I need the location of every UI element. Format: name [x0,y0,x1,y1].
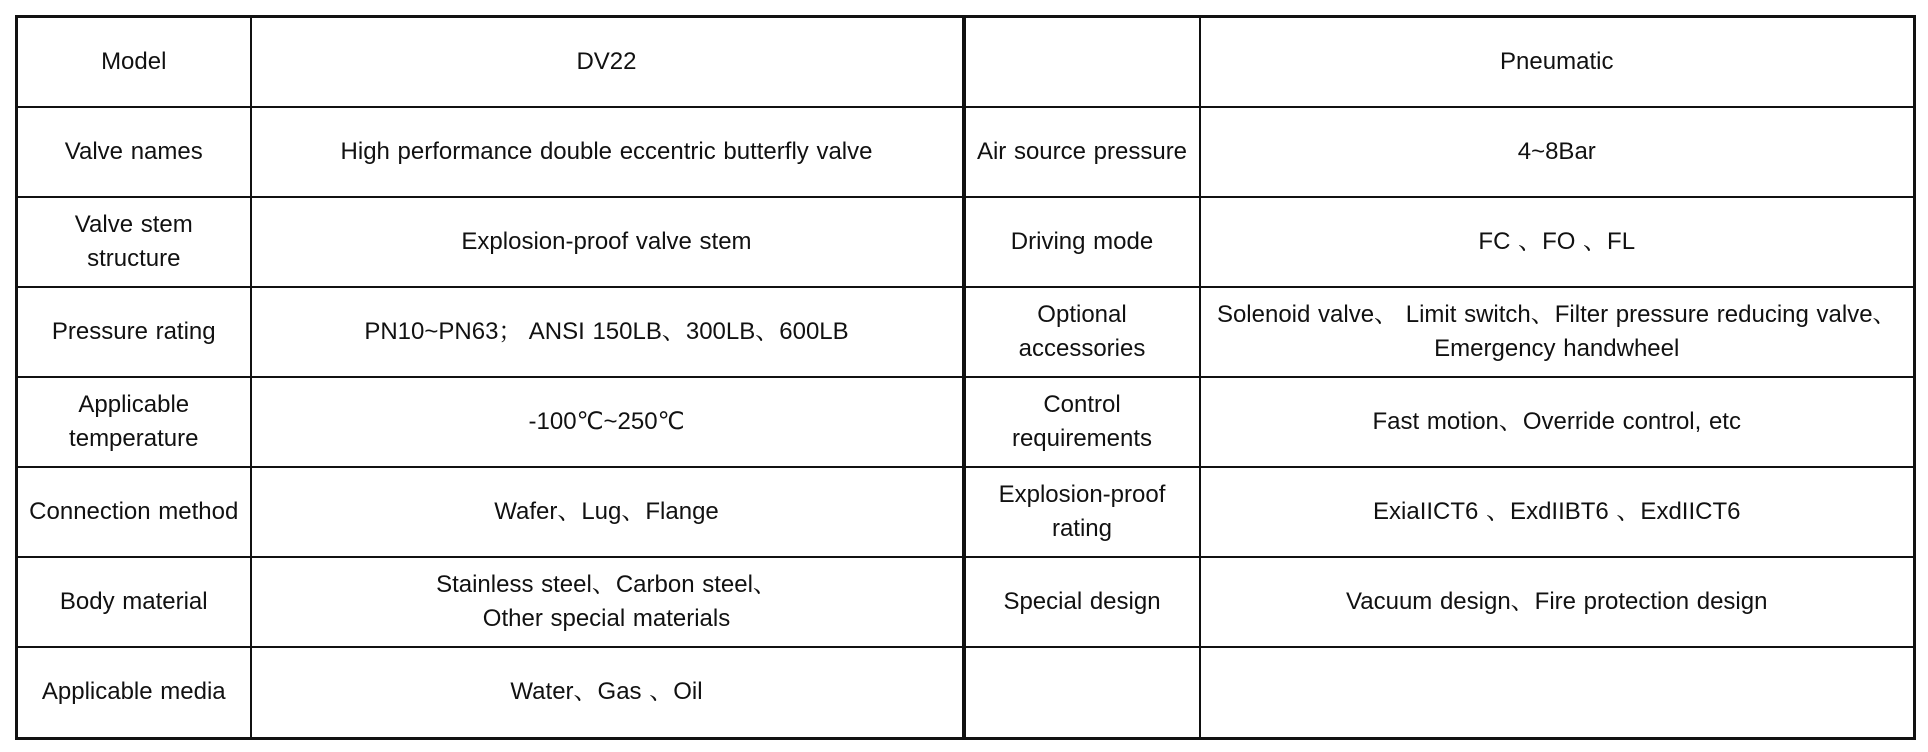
table-row-pressure-rating [17,287,1915,377]
label-explosion-proof-rating: Explosion-proof rating [964,467,1200,557]
valve-spec-table [15,15,1916,740]
value-explosion-proof-rating: ExiaIICT6 、ExdIIBT6 、ExdIICT6 [1200,467,1915,557]
value-empty-cell [1200,647,1915,739]
label-applicable-media: Applicable media [17,647,251,739]
value-connection-method: Wafer、Lug、Flange [251,467,964,557]
value-applicable-media: Water、Gas 、Oil [251,647,964,739]
label-blank-header [964,17,1200,107]
table-row-body-material [17,557,1915,647]
value-special-design: Vacuum design、Fire protection design [1200,557,1915,647]
table-row-applicable-media [17,647,1915,739]
value-driving-mode: FC 、FO 、FL [1200,197,1915,287]
value-body-material: Stainless steel、Carbon steel、 Other special materials [251,557,964,647]
value-valve-names: High performance double eccentric butterfly valve [251,107,964,197]
label-connection-method: Connection method [17,467,251,557]
value-optional-accessories: Solenoid valve、 Limit switch、Filter pressure reducing valve、 Emergency handwheel [1200,287,1915,377]
value-actuator-type: Pneumatic [1200,17,1915,107]
label-valve-stem-structure: Valve stem structure [17,197,251,287]
label-driving-mode: Driving mode [964,197,1200,287]
label-applicable-temperature: Applicable temperature [17,377,251,467]
table-row-model [17,17,1915,107]
label-optional-accessories: Optional accessories [964,287,1200,377]
table-row-valve-stem [17,197,1915,287]
value-pressure-rating: PN10~PN63； ANSI 150LB、300LB、600LB [251,287,964,377]
value-control-requirements: Fast motion、Override control, etc [1200,377,1915,467]
value-valve-stem-structure: Explosion-proof valve stem [251,197,964,287]
label-pressure-rating: Pressure rating [17,287,251,377]
label-special-design: Special design [964,557,1200,647]
label-body-material: Body material [17,557,251,647]
label-air-source-pressure: Air source pressure [964,107,1200,197]
table-row-temperature [17,377,1915,467]
label-model: Model [17,17,251,107]
label-control-requirements: Control requirements [964,377,1200,467]
label-empty-cell [964,647,1200,739]
label-valve-names: Valve names [17,107,251,197]
value-air-source-pressure: 4~8Bar [1200,107,1915,197]
table-row-valve-names [17,107,1915,197]
value-model: DV22 [251,17,964,107]
value-applicable-temperature: -100℃~250℃ [251,377,964,467]
table-row-connection-method [17,467,1915,557]
